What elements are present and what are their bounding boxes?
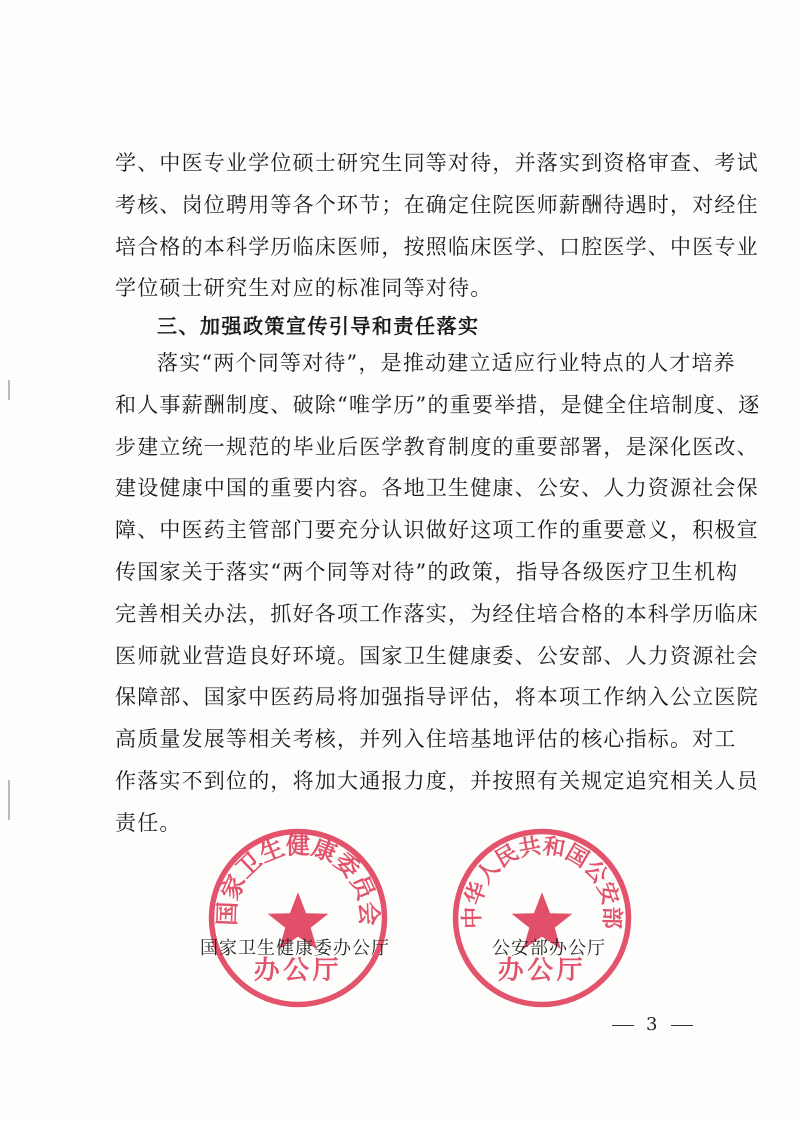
binding-mark (8, 780, 10, 820)
section-heading: 三、加强政策宣传引导和责任落实 (157, 314, 480, 338)
seal-ring-text: 中华人民共和国公安部 (460, 833, 624, 930)
text-line: 传国家关于落实“两个同等对待”的政策，指导各级医疗卫生机构 (115, 559, 739, 584)
page-number-dash (671, 1025, 693, 1026)
text-line: 作落实不到位的，将加大通报力度，并按照有关规定追究相关人员 (115, 768, 759, 793)
text-line: 完善相关办法，抓好各项工作落实，为经住培合格的本科学历临床 (115, 601, 759, 626)
page-number-value: 3 (646, 1014, 660, 1035)
text-line: 医师就业营造良好环境。国家卫生健康委、公安部、人力资源社会 (115, 643, 759, 668)
continuation-paragraph (115, 143, 759, 310)
page-number (600, 1014, 705, 1035)
text-line: 和人事薪酬制度、破除“唯学历”的重要举措，是健全住培制度、逐 (115, 392, 761, 417)
text-line: 步建立统一规范的毕业后医学教育制度的重要部署，是深化医改、 (115, 434, 759, 459)
text-line: 学位硕士研究生对应的标准同等对待。 (115, 276, 493, 301)
binding-mark (8, 380, 10, 400)
signature-health-commission: 国家卫生健康委办公厅 (200, 938, 390, 959)
seal-bottom-text: 办公厅 (497, 955, 587, 986)
text-line: 保障部、国家中医药局将加强指导评估，将本项工作纳入公立医院 (115, 685, 759, 710)
text-line: 责任。 (115, 810, 182, 835)
seal-graphic (206, 826, 390, 1010)
main-paragraph (115, 343, 761, 845)
text-line: 障、中医药主管部门要充分认识做好这项工作的重要意义，积极宣 (115, 518, 759, 543)
text-line: 建设健康中国的重要内容。各地卫生健康、公安、人力资源社会保 (115, 476, 759, 501)
text-line: 高质量发展等相关考核，并列入住培基地评估的核心指标。对工 (115, 727, 737, 752)
official-seal-health-commission (206, 826, 390, 1010)
text-line: 落实“两个同等对待”，是推动建立适应行业特点的人才培养 (157, 351, 736, 375)
text-line: 学、中医专业学位硕士研究生同等对待，并落实到资格审查、考试 (115, 151, 759, 175)
signature-public-security: 公安部办公厅 (492, 938, 606, 959)
text-line: 考核、岗位聘用等各个环节；在确定住院医师薪酬待遇时，对经住 (115, 192, 759, 217)
seal-graphic (450, 826, 634, 1010)
text-line: 培合格的本科学历临床医师，按照临床医学、口腔医学、中医专业 (115, 234, 759, 259)
seal-bottom-text: 办公厅 (253, 955, 343, 986)
seal-ring-text: 国家卫生健康委员会 (213, 831, 383, 927)
page-number-dash (612, 1025, 634, 1026)
official-seal-public-security (450, 826, 634, 1010)
